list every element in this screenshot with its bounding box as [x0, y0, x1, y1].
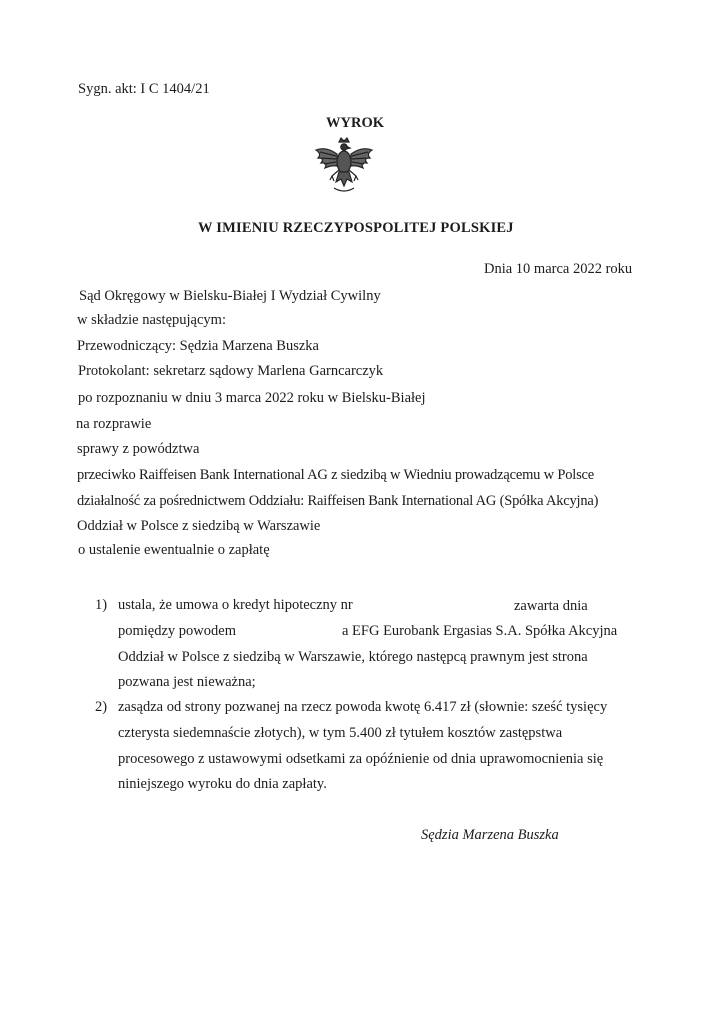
- intro-line: po rozpoznaniu w dniu 3 marca 2022 roku w Bielsku-Białej: [78, 390, 426, 406]
- intro-line: na rozprawie: [76, 416, 152, 432]
- intro-line: Przewodniczący: Sędzia Marzena Buszka: [77, 338, 319, 354]
- intro-line: o ustalenie ewentualnie o zapłatę: [78, 542, 270, 558]
- ruling-number: 1): [95, 597, 108, 613]
- intro-line: Protokolant: sekretarz sądowy Marlena Garncarczyk: [78, 363, 384, 379]
- ruling-line: pomiędzy powodem: [118, 623, 236, 639]
- ruling-line-right: zawarta dnia: [514, 598, 588, 614]
- polish-eagle-emblem-icon: [312, 136, 376, 198]
- document-subtitle: W IMIENIU RZECZYPOSPOLITEJ POLSKIEJ: [198, 220, 514, 236]
- ruling-line: pozwana jest nieważna;: [118, 674, 256, 690]
- intro-line: sprawy z powództwa: [77, 441, 200, 457]
- intro-line: Oddział w Polsce z siedzibą w Warszawie: [77, 518, 321, 534]
- case-number: Sygn. akt: I C 1404/21: [78, 81, 210, 97]
- ruling-line: procesowego z ustawowymi odsetkami za opóźnienie od dnia uprawomocnienia się: [118, 751, 604, 767]
- intro-line: przeciwko Raiffeisen Bank International AG z siedzibą w Wiedniu prowadzącemu w Polsce: [77, 467, 595, 483]
- intro-line: działalność za pośrednictwem Oddziału: Raiffeisen Bank International AG (Spółka Akcyjna): [77, 493, 599, 509]
- intro-line: Sąd Okręgowy w Bielsku-Białej I Wydział Cywilny: [79, 288, 381, 304]
- ruling-line: Oddział w Polsce z siedzibą w Warszawie, którego następcą prawnym jest strona: [118, 649, 588, 665]
- judge-signature: Sędzia Marzena Buszka: [421, 827, 559, 843]
- ruling-line: zasądza od strony pozwanej na rzecz powoda kwotę 6.417 zł (słownie: sześć tysięcy: [118, 699, 608, 715]
- intro-line: w składzie następującym:: [77, 312, 226, 328]
- ruling-line: niniejszego wyroku do dnia zapłaty.: [118, 776, 327, 792]
- ruling-line: czterysta siedemnaście złotych), w tym 5.400 zł tytułem kosztów zastępstwa: [118, 725, 563, 741]
- ruling-number: 2): [95, 699, 108, 715]
- document-title: WYROK: [326, 115, 384, 131]
- ruling-line-right: a EFG Eurobank Ergasias S.A. Spółka Akcyjna: [342, 623, 618, 639]
- ruling-line: ustala, że umowa o kredyt hipoteczny nr: [118, 597, 353, 613]
- judgment-date: Dnia 10 marca 2022 roku: [484, 261, 633, 277]
